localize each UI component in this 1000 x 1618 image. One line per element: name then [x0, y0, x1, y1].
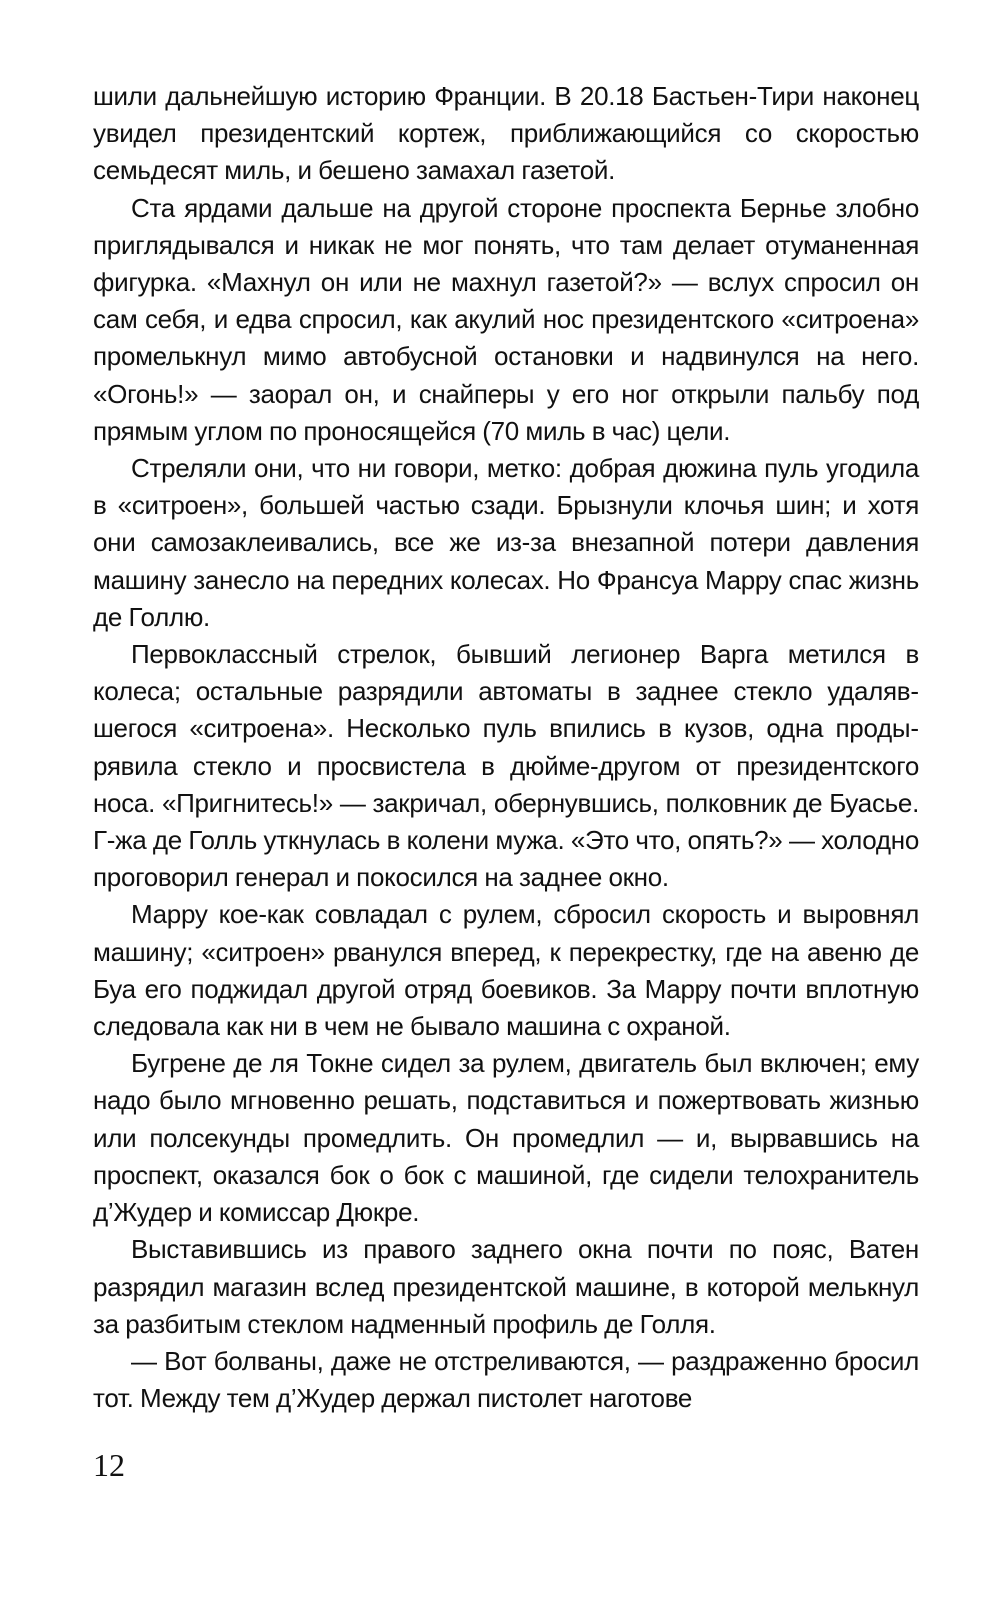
paragraph: Ста ярдами дальше на другой стороне проспекта Бернье злобно приглядывался и никак не мог понять, что там делает отуманенная фигурка. «Махнул он или не махнул газетой?» — вслух спросил он сам себя, и едва спросил, как акулий нос президентского «ситроена» промелькнул мимо автобусной остановки и надвинулся на него. «Огонь!» — заорал он, и снайперы у его ног открыли пальбу под прямым углом по проносящейся (70 миль в час) цели. [93, 192, 919, 446]
paragraph: Марру кое-как совладал с рулем, сбросил скорость и выровнял машину; «ситроен» рванулся вперед, к перекрестку, где на авеню де Буа его поджидал другой отряд боевиков. За Марру почти вплотную следовала как ни в чем не бывало машина с охраной. [93, 899, 919, 1042]
paragraph: Первоклассный стрелок, бывший легионер Варга метился в колеса; остальные разрядили автоматы в заднее стекло удалявшегося «ситроена». Несколько пуль впились в кузов, одна продырявила стекло и просвистела в дюйме-другом от президентского носа. «Пригнитесь!» — закричал, обернувшись, полковник де Буасье. Г-жа де Голль уткнулась в колени мужа. «Это что, опять?» — холодно проговорил генерал и покосился на заднее окно. [93, 639, 919, 893]
paragraph-continued: шили дальнейшую историю Франции. В 20.18 Бастьен-Тири наконец увидел президентский кортеж, приближающийся со скоростью семьдесят миль, и бешено замахал газетой. [93, 81, 919, 186]
paragraph: — Вот болваны, даже не отстреливаются, — раздраженно бросил тот. Между тем д’Жудер держал пистолет наготове [93, 1345, 919, 1414]
body-text [93, 78, 919, 1417]
paragraph: Стреляли они, что ни говори, метко: добрая дюжина пуль угодила в «ситроен», большей частью сзади. Брызнули клочья шин; и хотя они самозаклеивались, все же из-за внезапной потери давления машину занесло на передних колесах. Но Франсуа Марру спас жизнь де Голлю. [93, 453, 919, 632]
page-number: 12 [93, 1447, 125, 1483]
paragraph: Бугрене де ля Токне сидел за рулем, двигатель был включен; ему надо было мгновенно решать, подставиться и пожертвовать жизнью или полсекунды промедлить. Он промедлил — и, вырвавшись на проспект, оказался бок о бок с машиной, где сидели телохранитель д’Жудер и комиссар Дюкре. [93, 1048, 919, 1228]
paragraph: Выставившись из правого заднего окна почти по пояс, Ватен разрядил магазин вслед президентской машине, в которой мелькнул за разбитым стеклом надменный профиль де Голля. [93, 1234, 919, 1339]
